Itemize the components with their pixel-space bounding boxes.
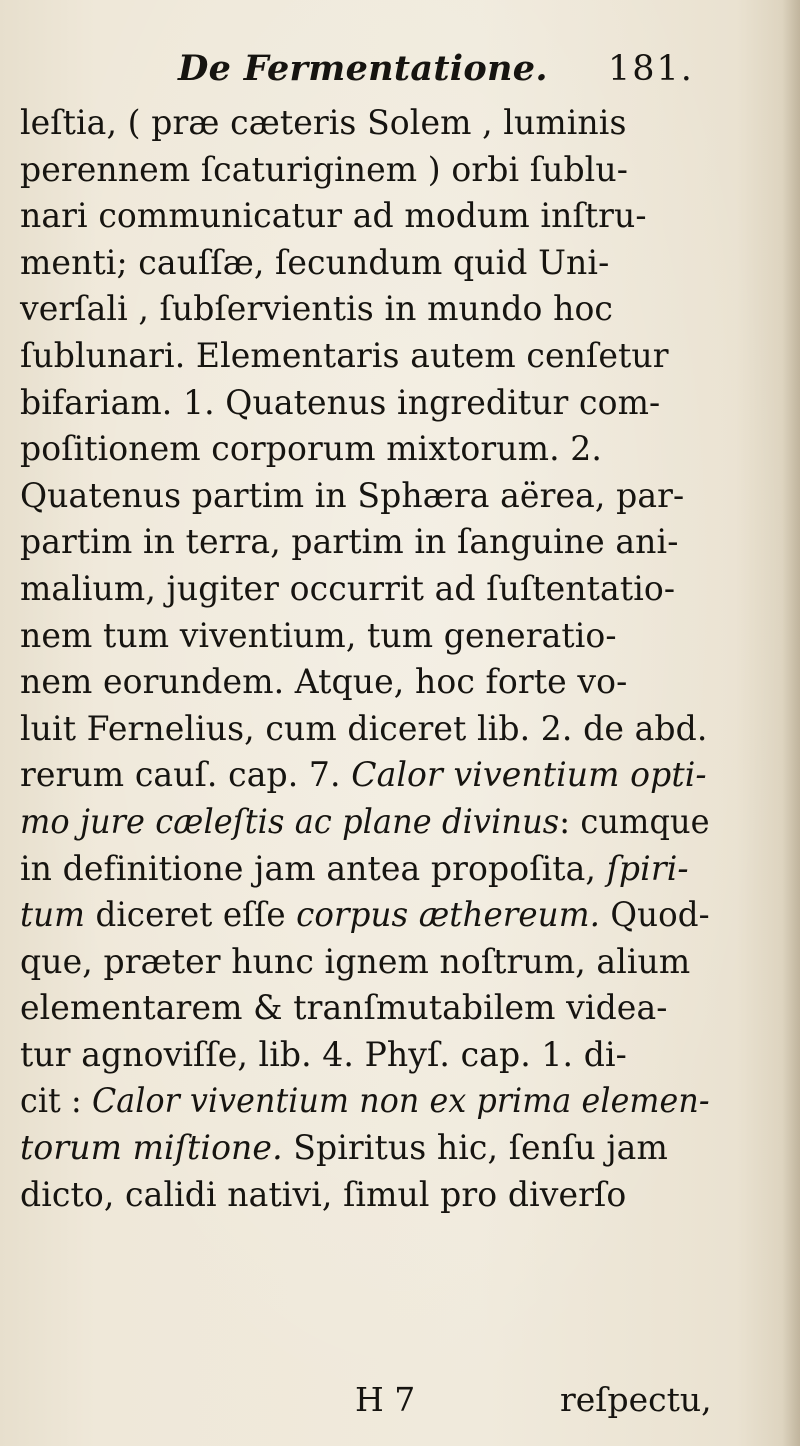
text-segment: partim in terra, partim in ſanguine ani-: [20, 522, 679, 562]
text-line: [20, 1125, 710, 1172]
text-line: [20, 846, 710, 893]
text-segment: : cumque: [559, 801, 710, 841]
text-segment: Quod-: [599, 895, 710, 935]
text-line: [20, 566, 710, 613]
italic-text-segment: tum: [20, 895, 86, 935]
text-line: [20, 333, 710, 380]
text-segment: verſali , ſubſervientis in mundo hoc: [20, 289, 614, 329]
text-line: [20, 147, 710, 194]
text-line: [20, 706, 710, 753]
text-segment: que, præter hunc ignem noſtrum, alium: [20, 941, 691, 981]
text-segment: diceret eſſe: [85, 895, 297, 935]
text-segment: malium, jugiter occurrit ad ſuſtentatio-: [20, 568, 676, 608]
text-segment: rerum cauſ. cap. 7.: [20, 755, 352, 795]
text-line: [20, 1032, 710, 1079]
text-line: [20, 799, 710, 846]
text-line: [20, 659, 710, 706]
page-footer: [0, 1377, 800, 1427]
italic-text-segment: Calor viventium opti-: [351, 755, 707, 795]
text-segment: poſitionem corporum mixtorum. 2.: [20, 429, 603, 469]
page-header: [0, 44, 800, 100]
text-segment: in definitione jam antea propoſita,: [20, 848, 607, 888]
text-segment: Quatenus partim in Sphæra aërea, par-: [20, 475, 685, 515]
body-text: [20, 100, 720, 1218]
signature-mark: H 7: [355, 1380, 416, 1419]
italic-text-segment: torum miſtione.: [20, 1128, 283, 1168]
text-segment: nem tum viventium, tum generatio-: [20, 615, 617, 655]
text-line: [20, 985, 710, 1032]
text-line: [20, 939, 710, 986]
text-line: [20, 193, 710, 240]
text-line: [20, 519, 710, 566]
page-edge-shadow: [782, 0, 800, 1446]
italic-text-segment: corpus æthereum.: [296, 895, 600, 935]
text-line: [20, 240, 710, 287]
italic-text-segment: Calor viventium non ex prima elemen-: [91, 1081, 710, 1121]
text-segment: nem eorundem. Atque, hoc forte vo-: [20, 662, 628, 702]
italic-text-segment: ſpiri-: [606, 848, 689, 888]
text-segment: dicto, calidi nativi, ſimul pro diverſo: [20, 1174, 627, 1214]
text-segment: Spiritus hic, ſenſu jam: [282, 1128, 668, 1168]
text-line: [20, 473, 710, 520]
text-segment: leſtia, ( præ cæteris Solem , luminis: [20, 103, 627, 142]
text-segment: nari communicatur ad modum inſtru-: [20, 196, 647, 236]
text-line: [20, 1078, 710, 1125]
text-line: [20, 426, 710, 473]
text-segment: cit :: [20, 1081, 92, 1121]
catchword: reſpectu,: [560, 1380, 712, 1419]
text-segment: elementarem & tranſmutabilem videa-: [20, 988, 668, 1028]
page-number: 181.: [608, 49, 694, 89]
text-segment: bifariam. 1. Quatenus ingreditur com-: [20, 382, 661, 422]
text-segment: menti; cauſſæ, ſecundum quid Uni-: [20, 242, 610, 282]
text-segment: tur agnoviſſe, lib. 4. Phyſ. cap. 1. di-: [20, 1034, 627, 1074]
text-line: [20, 100, 710, 147]
text-line: [20, 380, 710, 427]
text-line: [20, 613, 710, 660]
running-title: De Fermentatione.: [178, 48, 548, 89]
text-segment: ſublunari. Elementaris autem cenſetur: [20, 335, 669, 375]
text-line: [20, 286, 710, 333]
text-line: [20, 892, 710, 939]
text-line: [20, 752, 710, 799]
text-line: [20, 1172, 710, 1219]
text-segment: luit Fernelius, cum diceret lib. 2. de abd.: [20, 708, 708, 748]
text-segment: perennem ſcaturiginem ) orbi ſublu-: [20, 149, 628, 189]
italic-text-segment: mo jure cæleſtis ac plane divinus: [20, 801, 560, 841]
